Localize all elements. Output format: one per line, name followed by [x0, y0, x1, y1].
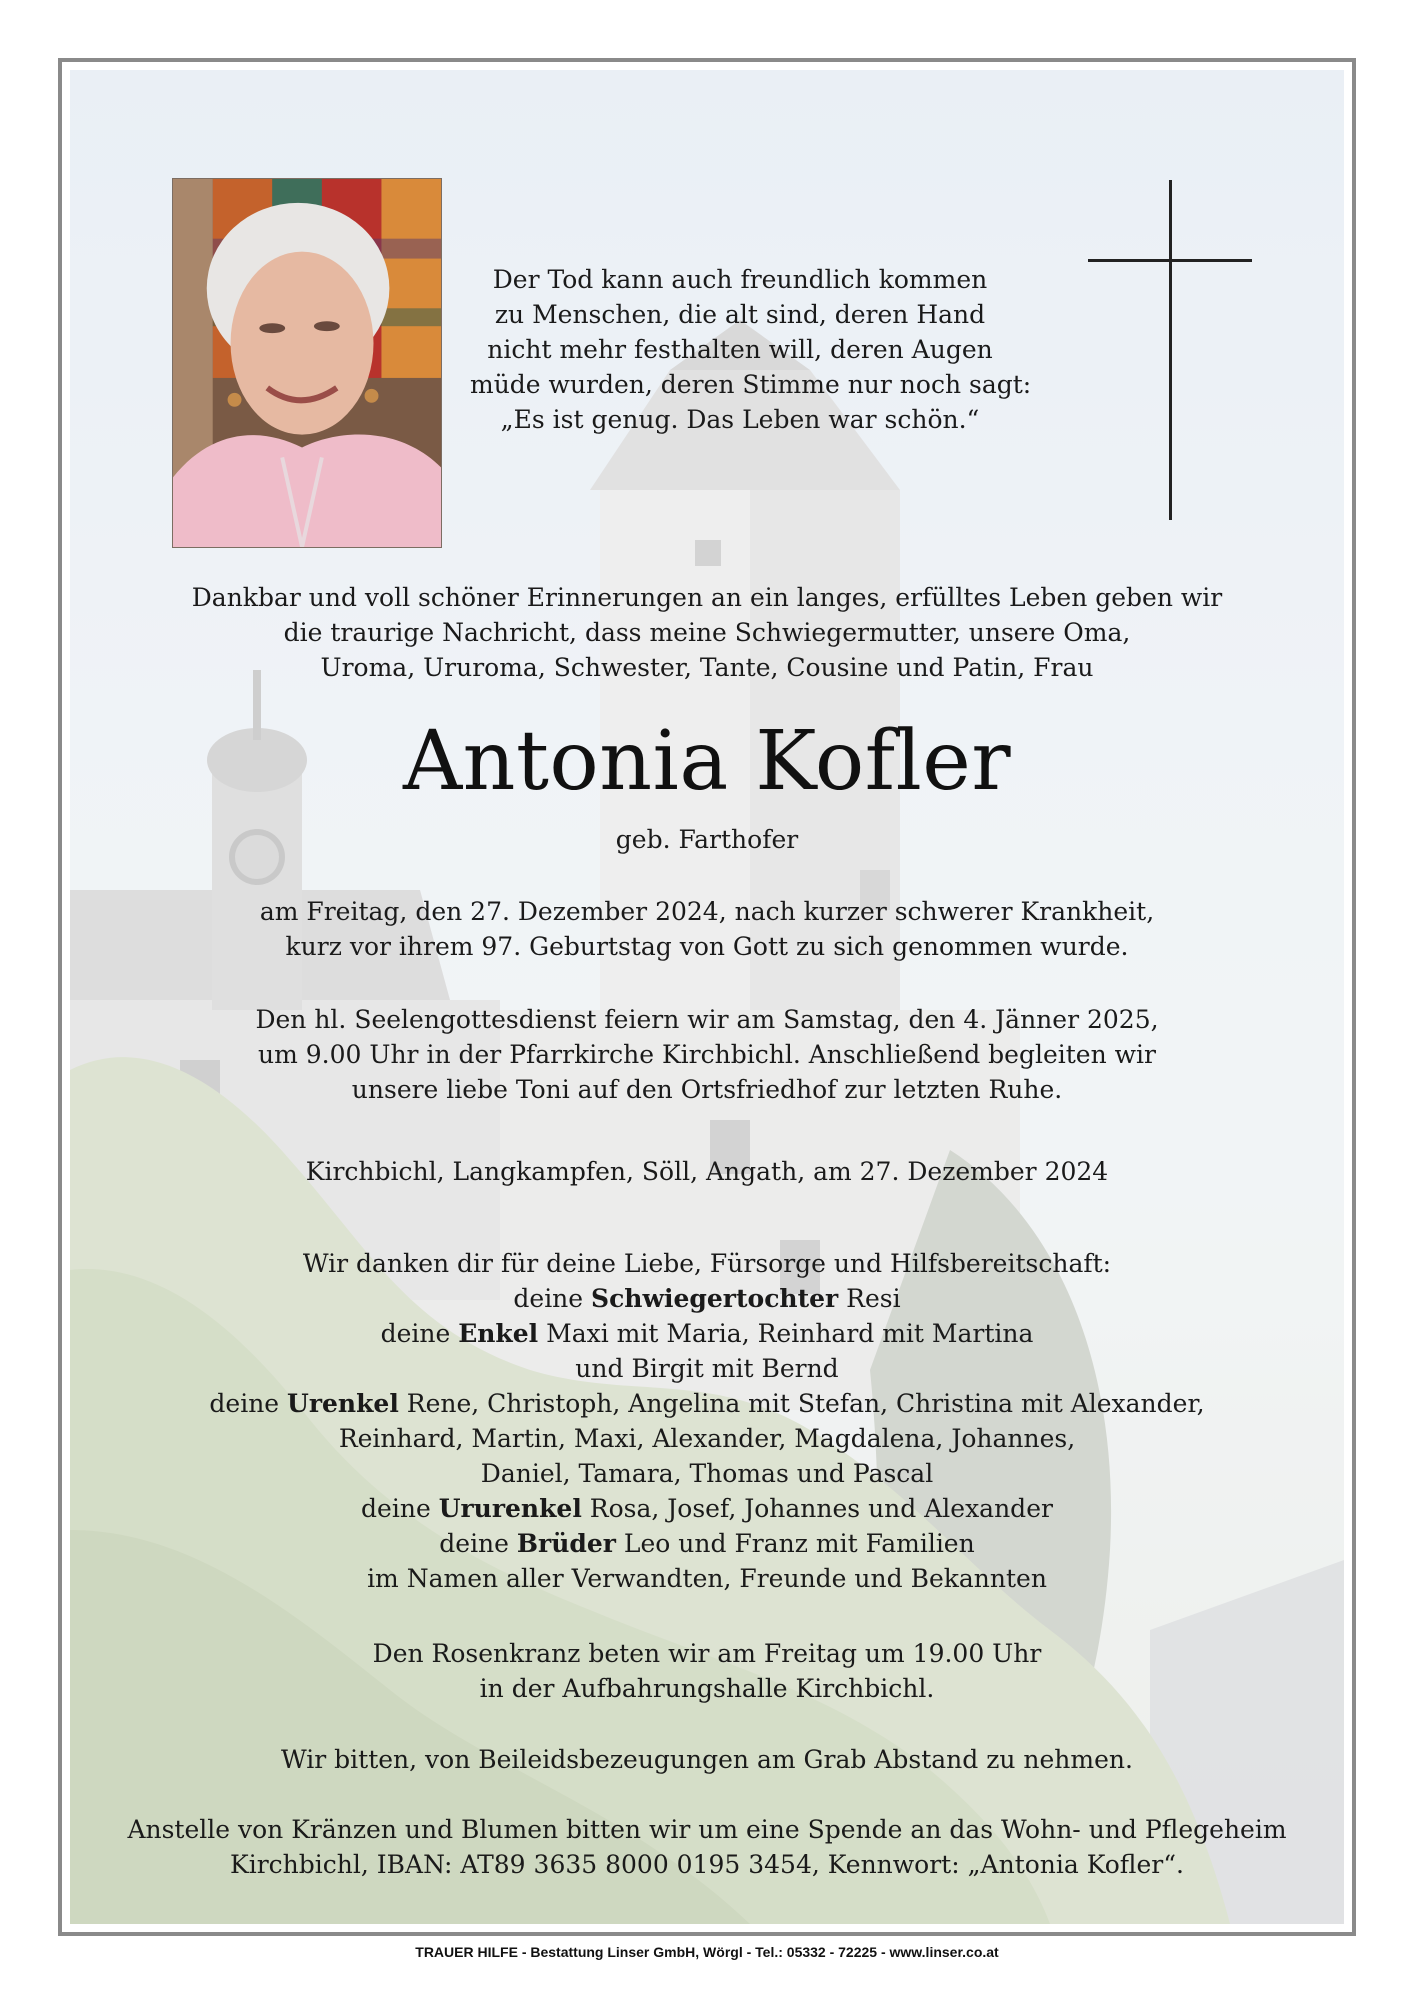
poem: [470, 262, 1032, 437]
footer-credit: TRAUER HILFE - Bestattung Linser GmbH, Wörgl - Tel.: 05332 - 72225 - www.linser.co.at: [415, 1944, 999, 1960]
mourner-grandchildren: deine Enkel Maxi mit Maria, Reinhard mit Martina: [380, 1319, 1034, 1348]
mourner-great-grandchildren: deine Urenkel Rene, Christoph, Angelina mit Stefan, Christina mit Alexander,: [209, 1389, 1205, 1418]
service-line: Den hl. Seelengottesdienst feiern wir am Samstag, den 4. Jänner 2025,: [255, 1005, 1159, 1034]
place-and-date: [110, 1154, 1304, 1189]
service-line: unsere liebe Toni auf den Ortsfriedhof zur letzten Ruhe.: [351, 1075, 1063, 1104]
maiden-name: [110, 822, 1304, 857]
request-text: Wir bitten, von Beileidsbezeugungen am Grab Abstand zu nehmen.: [281, 1745, 1133, 1774]
condolence-request: [110, 1742, 1304, 1777]
maiden-name-text: geb. Farthofer: [615, 825, 799, 854]
rosary-line: in der Aufbahrungshalle Kirchbichl.: [479, 1674, 935, 1703]
death-line: am Freitag, den 27. Dezember 2024, nach kurzer schwerer Krankheit,: [259, 897, 1155, 926]
mourner-great-grandchildren-cont: Reinhard, Martin, Maxi, Alexander, Magdalena, Johannes,: [338, 1424, 1076, 1453]
mourner-daughter-in-law: deine Schwiegertochter Resi: [513, 1284, 901, 1313]
deceased-name: Antonia Kofler: [402, 714, 1012, 809]
mourner-brothers: deine Brüder Leo und Franz mit Familien: [439, 1529, 975, 1558]
intro-line: Uroma, Ururoma, Schwester, Tante, Cousine und Patin, Frau: [320, 653, 1094, 682]
mourner-great-grandchildren-cont: Daniel, Tamara, Thomas und Pascal: [480, 1459, 934, 1488]
announcement-intro: [110, 580, 1304, 685]
donation-line: Kirchbichl, IBAN: AT89 3635 8000 0195 3454, Kennwort: „Antonia Kofler“.: [230, 1850, 1184, 1879]
donation-notice: [110, 1812, 1304, 1882]
cross-icon: [1088, 180, 1252, 520]
service-line: um 9.00 Uhr in der Pfarrkirche Kirchbichl. Anschließend begleiten wir: [258, 1040, 1156, 1069]
mourner-grandchildren-cont: und Birgit mit Bernd: [575, 1354, 839, 1383]
mourners-list: [110, 1246, 1304, 1596]
rosary-notice: [110, 1636, 1304, 1706]
poem-line: nicht mehr festhalten will, deren Augen: [487, 335, 993, 364]
death-line: kurz vor ihrem 97. Geburtstag von Gott zu sich genommen wurde.: [285, 932, 1129, 961]
poem-line: Der Tod kann auch freundlich kommen: [492, 265, 988, 294]
death-notice: [110, 894, 1304, 964]
portrait-photo: [172, 178, 442, 548]
place-date-text: Kirchbichl, Langkampfen, Söll, Angath, am 27. Dezember 2024: [305, 1157, 1109, 1186]
poem-line: müde wurden, deren Stimme nur noch sagt:: [470, 370, 1032, 399]
poem-line: zu Menschen, die alt sind, deren Hand: [494, 300, 986, 329]
thanks-line: Wir danken dir für deine Liebe, Fürsorge und Hilfsbereitschaft:: [302, 1249, 1112, 1278]
funeral-service: [110, 1002, 1304, 1107]
rosary-line: Den Rosenkranz beten wir am Freitag um 19.00 Uhr: [372, 1639, 1042, 1668]
mourner-great-great-grandchildren: deine Ururenkel Rosa, Josef, Johannes und Alexander: [361, 1494, 1053, 1523]
intro-line: Dankbar und voll schöner Erinnerungen an ein langes, erfülltes Leben geben wir: [191, 583, 1223, 612]
poem-line: „Es ist genug. Das Leben war schön.“: [500, 405, 980, 434]
mourners-closing: im Namen aller Verwandten, Freunde und Bekannten: [367, 1564, 1047, 1593]
intro-line: die traurige Nachricht, dass meine Schwiegermutter, unsere Oma,: [283, 618, 1131, 647]
donation-line: Anstelle von Kränzen und Blumen bitten wir um eine Spende an das Wohn- und Pflegeheim: [127, 1815, 1287, 1844]
